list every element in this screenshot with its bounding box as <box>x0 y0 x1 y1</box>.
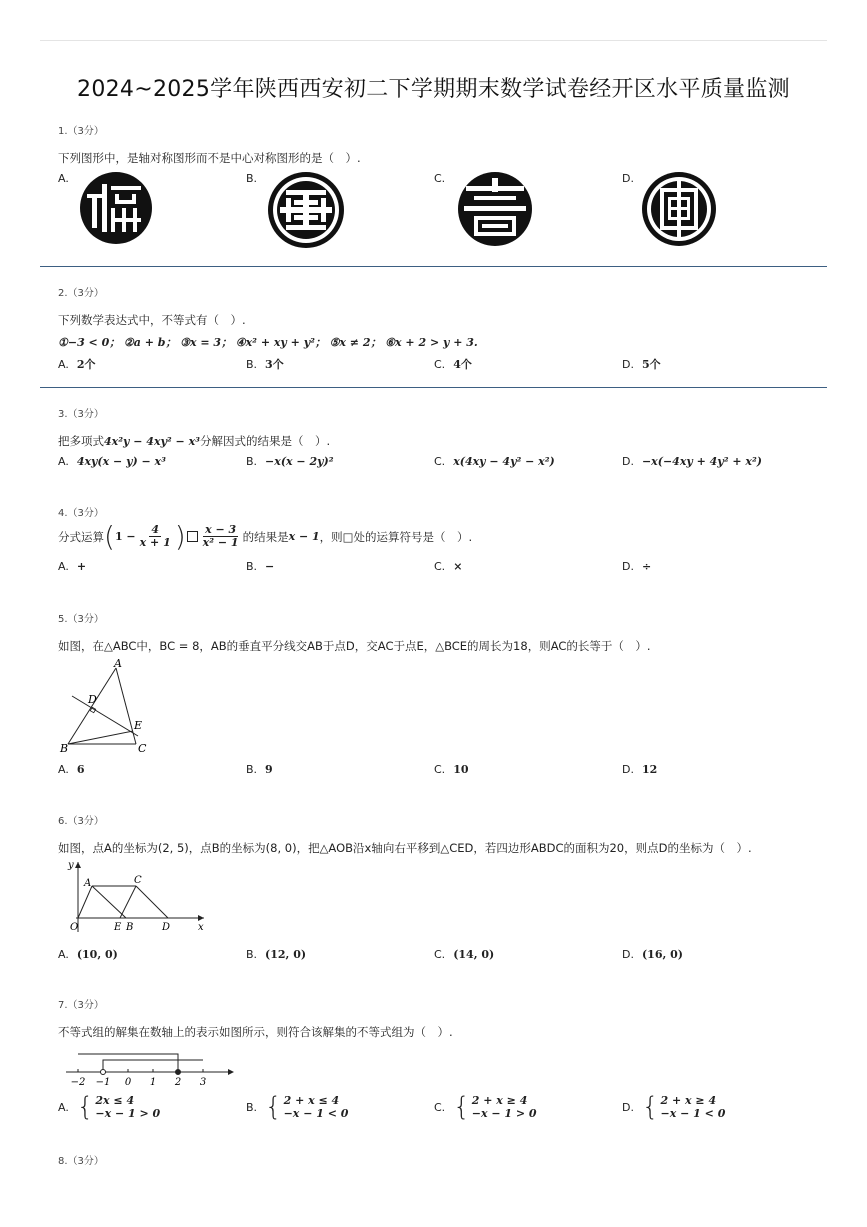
option-text: 6 <box>76 763 85 776</box>
question-stem <box>58 433 330 449</box>
left-paren: ( <box>104 519 115 553</box>
option-letter: D. <box>622 172 634 185</box>
vertex-label: C <box>138 742 147 755</box>
fraction-1 <box>138 524 173 549</box>
question-8 <box>58 1152 827 1167</box>
option-text: × <box>453 560 463 573</box>
question-stem: 如图，在△ABC中，BC = 8，AB的垂直平分线交AB于点D，交AC于点E，△BCE的周长为18，则AC的长等于（ ）. <box>58 639 651 653</box>
option-text: 12 <box>641 763 658 776</box>
option-text: 2个 <box>76 358 96 371</box>
option-letter: C. <box>434 948 446 961</box>
option-c[interactable] <box>434 763 469 776</box>
question-7 <box>58 996 827 1122</box>
option-text: 10 <box>453 763 469 776</box>
option-text: (12, 0) <box>265 948 307 961</box>
options-row <box>58 1094 818 1124</box>
inequality-system <box>77 1094 160 1120</box>
expression-item: ①−3 < 0； <box>58 336 121 349</box>
option-a[interactable] <box>58 1094 160 1120</box>
option-text: (10, 0) <box>76 948 118 961</box>
option-letter: C. <box>434 1100 446 1114</box>
option-letter: B. <box>246 948 258 961</box>
option-letter: B. <box>246 357 258 371</box>
option-d[interactable] <box>622 763 657 776</box>
axis-label: x <box>198 922 204 933</box>
question-number: 6.（3分） <box>58 816 104 827</box>
option-b[interactable] <box>246 1094 348 1120</box>
vertex-label: D <box>88 693 97 706</box>
option-b[interactable] <box>246 172 265 185</box>
system-row: 2 + x ≤ 4 <box>283 1094 340 1107</box>
operator-box <box>187 531 198 542</box>
option-letter: B. <box>246 560 258 573</box>
option-letter: A. <box>58 948 69 961</box>
question-number: 8.（3分） <box>58 1156 104 1167</box>
system-row: −x − 1 < 0 <box>660 1107 726 1120</box>
option-c[interactable] <box>434 455 555 468</box>
stem-text: 把多项式 <box>58 434 104 448</box>
question-2 <box>58 284 827 371</box>
option-letter: C. <box>434 357 446 371</box>
point-label: D <box>162 922 171 933</box>
option-text: (16, 0) <box>641 948 683 961</box>
option-letter: A. <box>58 1100 69 1114</box>
expression-item: ⑥x + 2 > y + 3. <box>385 336 478 349</box>
question-stem: 下列数学表达式中，不等式有（ ）. <box>58 313 246 327</box>
option-letter: A. <box>58 560 69 573</box>
option-b[interactable] <box>246 763 273 776</box>
question-number: 3.（3分） <box>58 409 104 420</box>
polynomial-expression: 4x²y − 4xy² − x³ <box>104 435 200 448</box>
option-letter: D. <box>622 560 634 573</box>
option-letter: B. <box>246 763 258 776</box>
option-text: 4个 <box>453 358 472 371</box>
open-point <box>101 1070 106 1075</box>
option-d[interactable] <box>622 948 683 961</box>
option-b[interactable] <box>246 356 284 372</box>
system-row: −x − 1 > 0 <box>471 1107 537 1120</box>
shou-character-icon <box>456 170 534 248</box>
option-letter: D. <box>622 1100 634 1114</box>
question-3 <box>58 405 827 468</box>
system-row: 2x ≤ 4 <box>95 1094 135 1107</box>
option-letter: A. <box>58 763 69 776</box>
option-text: 4xy(x − y) − x³ <box>76 455 166 468</box>
vertex-label: B <box>60 742 69 755</box>
question-1 <box>58 122 827 185</box>
option-text: 9 <box>265 763 273 776</box>
question-number: 7.（3分） <box>58 1000 104 1011</box>
stem-text: 分式运算 <box>58 529 104 544</box>
option-letter: D. <box>622 455 634 468</box>
axis-label: y <box>68 860 74 871</box>
option-b[interactable] <box>246 560 274 573</box>
option-letter: B. <box>246 1100 258 1114</box>
brace-icon: { <box>453 1092 470 1122</box>
stem-text: 分解因式的结果是（ ）. <box>199 434 331 448</box>
question-stem: 如图，点A的坐标为(2, 5)，点B的坐标为(8, 0)，把△AOB沿x轴向右平移到△CED，若四边形ABDC的面积为20，则点D的坐标为（ ）. <box>58 841 752 855</box>
option-a[interactable] <box>58 560 86 573</box>
right-paren: ) <box>174 519 186 553</box>
option-letter: D. <box>622 948 634 961</box>
question-4 <box>58 504 827 573</box>
fraction-2 <box>201 524 241 549</box>
option-text: − <box>265 560 275 573</box>
option-c[interactable] <box>434 172 453 185</box>
option-c[interactable] <box>434 356 472 372</box>
option-letter: C. <box>434 560 446 573</box>
section-divider <box>40 387 827 388</box>
system-row: 2 + x ≥ 4 <box>471 1094 528 1107</box>
option-letter: A. <box>58 172 69 185</box>
option-letter: C. <box>434 455 446 468</box>
option-a[interactable] <box>58 948 118 961</box>
question-5 <box>58 610 827 776</box>
tick-label: −2 <box>70 1077 86 1088</box>
expression-item: ③x = 3； <box>180 336 233 349</box>
option-text: ÷ <box>641 560 652 573</box>
option-d[interactable] <box>622 455 762 468</box>
tick-label: 0 <box>124 1077 132 1088</box>
system-row: −x − 1 < 0 <box>283 1107 349 1120</box>
option-letter: A. <box>58 455 69 468</box>
denominator: x² − 1 <box>202 536 239 549</box>
denominator: x + 1 <box>139 536 171 549</box>
inequality-system <box>453 1094 536 1120</box>
numerator: 4 <box>151 523 160 536</box>
option-c[interactable] <box>434 560 462 573</box>
option-letter: D. <box>622 357 634 371</box>
option-d[interactable] <box>622 356 661 372</box>
option-text: + <box>76 560 87 573</box>
options-row <box>58 763 818 783</box>
lattice-pattern-icon <box>640 170 718 248</box>
point-label: A <box>84 878 92 889</box>
question-stem: 下列图形中，是轴对称图形而不是中心对称图形的是（ ）. <box>58 151 361 165</box>
numerator: x − 3 <box>205 523 237 536</box>
vertex-label: A <box>114 658 122 670</box>
number-line-figure <box>62 1046 242 1088</box>
question-number: 4.（3分） <box>58 508 104 519</box>
vertex-label: E <box>134 719 143 732</box>
triangle-figure <box>58 658 168 758</box>
closed-point <box>176 1070 181 1075</box>
point-label: B <box>126 922 134 933</box>
option-letter: B. <box>246 455 258 468</box>
coordinate-figure <box>64 856 214 936</box>
option-text: −x(x − 2y)² <box>265 455 334 468</box>
top-rule <box>40 40 827 41</box>
options-row <box>58 356 818 376</box>
options-row <box>58 560 818 580</box>
option-a[interactable] <box>58 356 95 372</box>
question-number: 1.（3分） <box>58 126 104 137</box>
options-row <box>58 455 818 475</box>
inequality-system <box>265 1094 348 1120</box>
tick-label: 1 <box>149 1077 157 1088</box>
expression-list <box>58 334 478 350</box>
option-text: 5个 <box>641 358 661 371</box>
tick-label: 2 <box>174 1077 182 1088</box>
system-row: 2 + x ≥ 4 <box>660 1094 717 1107</box>
option-letter: B. <box>246 172 258 185</box>
option-a[interactable] <box>58 763 84 776</box>
brace-icon: { <box>76 1092 94 1122</box>
option-b[interactable] <box>246 948 306 961</box>
option-text: x(4xy − 4y² − x²) <box>453 455 555 468</box>
option-a[interactable] <box>58 172 77 185</box>
inequality-system <box>642 1094 725 1120</box>
option-b[interactable] <box>246 455 334 468</box>
option-d[interactable] <box>622 172 642 185</box>
brace-icon: { <box>641 1092 659 1122</box>
question-stem: 不等式组的解集在数轴上的表示如图所示，则符合该解集的不等式组为（ ）. <box>58 1025 453 1039</box>
question-number: 5.（3分） <box>58 614 104 625</box>
option-letter: C. <box>434 763 446 776</box>
brace-icon: { <box>265 1092 282 1122</box>
tick-label: 3 <box>199 1077 207 1088</box>
result-expression: x − 1 <box>288 530 320 543</box>
fu-character-icon <box>78 170 154 246</box>
option-d[interactable] <box>622 560 651 573</box>
option-c[interactable] <box>434 1094 537 1120</box>
option-c[interactable] <box>434 948 494 961</box>
question-number: 2.（3分） <box>58 288 104 299</box>
expression-item: ⑤x ≠ 2； <box>329 336 382 349</box>
option-a[interactable] <box>58 455 166 468</box>
expression-item: ②a + b； <box>123 336 177 349</box>
page-title: 2024~2025学年陕西西安初二下学期期末数学试卷经开区水平质量监测 <box>77 77 790 102</box>
tick-label: −1 <box>95 1077 111 1088</box>
question-stem <box>58 519 473 553</box>
option-d[interactable] <box>622 1094 725 1120</box>
system-row: −x − 1 > 0 <box>95 1107 161 1120</box>
section-divider <box>40 266 827 267</box>
one-minus: 1 − <box>114 530 136 543</box>
stem-text: 的结果是 <box>242 529 289 544</box>
point-label: O <box>70 922 79 933</box>
expression-item: ④x² + xy + y²； <box>235 336 326 349</box>
circular-pattern-icon <box>266 170 346 250</box>
option-text: −x(−4xy + 4y² + x²) <box>641 455 762 468</box>
option-letter: D. <box>622 763 634 776</box>
option-letter: A. <box>58 357 69 371</box>
options-row <box>58 948 818 968</box>
option-text: 3个 <box>265 358 284 371</box>
point-label: C <box>134 875 142 886</box>
point-label: E <box>114 922 122 933</box>
option-letter: C. <box>434 172 446 185</box>
option-text: (14, 0) <box>453 948 495 961</box>
question-6 <box>58 812 827 961</box>
stem-text: ，则□处的运算符号是（ ）. <box>319 529 473 544</box>
